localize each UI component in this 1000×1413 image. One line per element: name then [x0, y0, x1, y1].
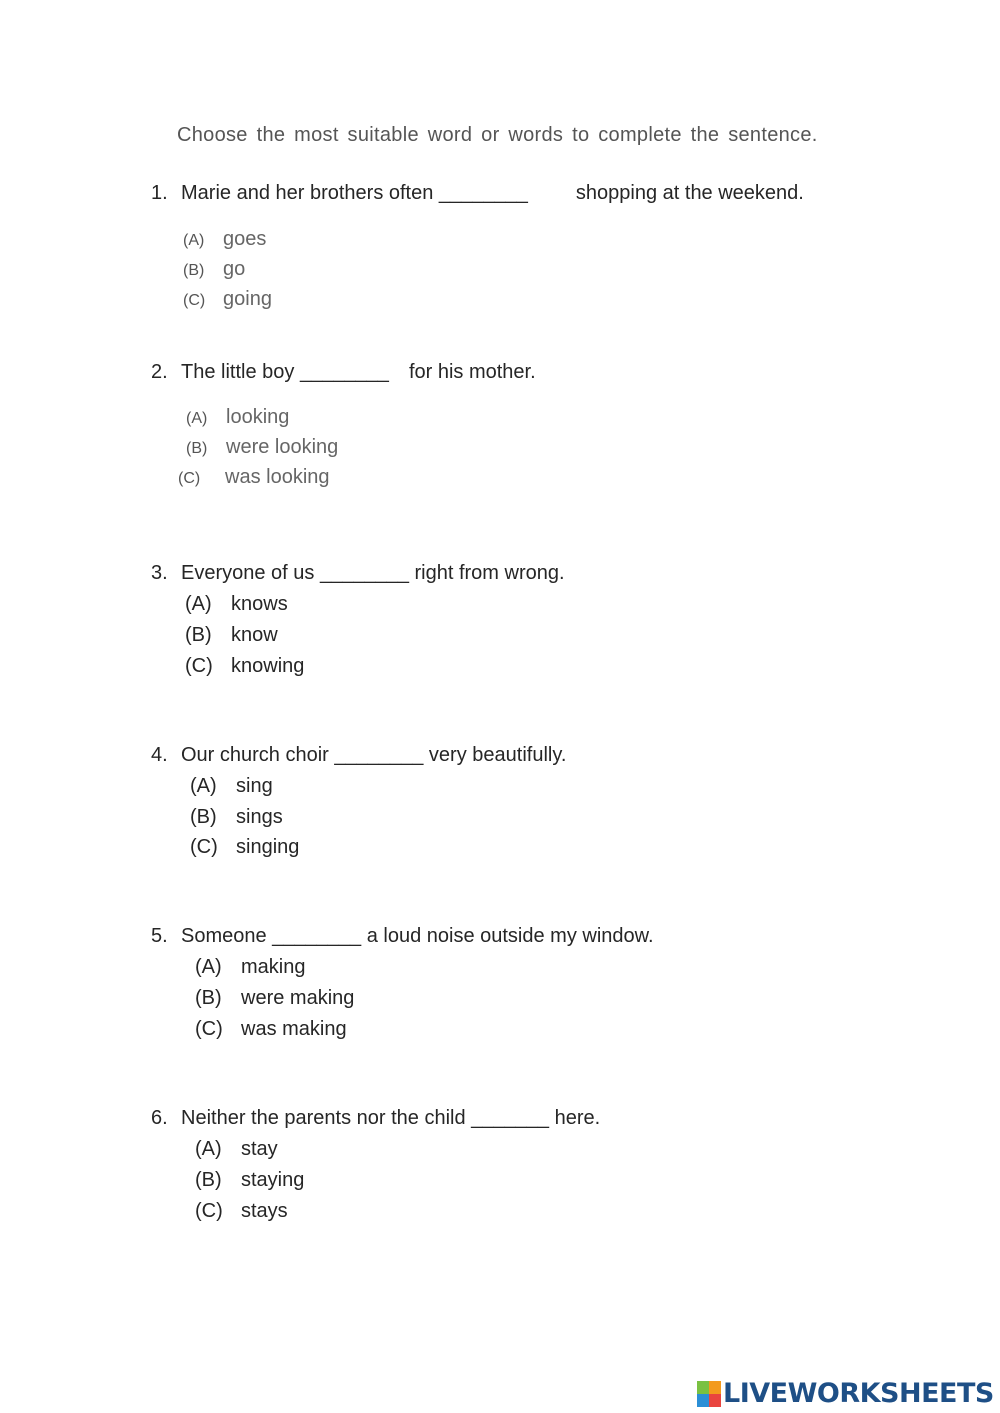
option-text: stays [241, 1200, 288, 1222]
option-text: were making [241, 987, 355, 1009]
option-text: were looking [226, 436, 339, 458]
option-3a[interactable] [185, 593, 288, 616]
option-letter: (B) [190, 806, 217, 828]
liveworksheets-logo [697, 1378, 994, 1409]
option-letter: (A) [186, 410, 208, 427]
option-text: knowing [231, 655, 305, 677]
option-letter: (B) [183, 262, 205, 279]
option-6a[interactable] [195, 1138, 278, 1161]
instruction-text: Choose the most suitable word or words to complete the sentence. [177, 124, 818, 146]
question-5 [151, 925, 654, 948]
option-letter: (B) [185, 624, 212, 646]
option-text: looking [226, 406, 290, 428]
option-4b[interactable] [190, 806, 283, 829]
question-1 [151, 182, 804, 205]
question-text: Neither the parents nor the child _______ here. [181, 1107, 601, 1129]
option-letter: (B) [186, 440, 208, 457]
option-6c[interactable] [195, 1200, 288, 1223]
option-letter: (C) [190, 836, 218, 858]
question-6 [151, 1107, 600, 1130]
question-number: 3. [151, 562, 168, 584]
option-4c[interactable] [190, 836, 299, 859]
option-text: was looking [225, 466, 330, 488]
option-1a[interactable] [183, 228, 266, 251]
option-3b[interactable] [185, 624, 278, 647]
logo-text: LIVEWORKSHEETS [723, 1378, 994, 1409]
option-3c[interactable] [185, 655, 304, 678]
option-letter: (C) [178, 470, 201, 487]
option-letter: (A) [183, 232, 205, 249]
option-letter: (A) [195, 956, 222, 978]
option-text: stay [241, 1138, 278, 1160]
option-4a[interactable] [190, 775, 273, 798]
option-text: was making [241, 1018, 347, 1040]
option-5b[interactable] [195, 987, 354, 1010]
option-text: staying [241, 1169, 305, 1191]
question-text: The little boy ________ [181, 361, 389, 383]
question-text: Our church choir ________ very beautifully. [181, 744, 567, 766]
question-text: Marie and her brothers often ________ [181, 182, 528, 204]
logo-icon [697, 1381, 721, 1407]
option-letter: (C) [195, 1018, 223, 1040]
question-number: 1. [151, 182, 168, 204]
option-text: go [223, 258, 246, 280]
option-text: singing [236, 836, 300, 858]
option-2a[interactable] [186, 406, 289, 429]
option-letter: (C) [183, 292, 206, 309]
option-1c[interactable] [183, 288, 272, 311]
option-text: sing [236, 775, 273, 797]
question-number: 6. [151, 1107, 168, 1129]
option-letter: (B) [195, 987, 222, 1009]
option-text: know [231, 624, 278, 646]
question-3 [151, 562, 565, 585]
option-text: sings [236, 806, 283, 828]
option-5a[interactable] [195, 956, 305, 979]
option-2c[interactable] [178, 466, 330, 489]
question-text-after: shopping at the weekend. [575, 182, 804, 204]
option-2b[interactable] [186, 436, 338, 459]
option-letter: (C) [195, 1200, 223, 1222]
option-text: knows [231, 593, 288, 615]
option-letter: (A) [185, 593, 212, 615]
option-letter: (A) [195, 1138, 222, 1160]
option-letter: (A) [190, 775, 217, 797]
question-number: 4. [151, 744, 168, 766]
question-number: 5. [151, 925, 168, 947]
option-letter: (C) [185, 655, 213, 677]
option-6b[interactable] [195, 1169, 304, 1192]
option-1b[interactable] [183, 258, 245, 281]
option-text: going [223, 288, 272, 310]
question-text: Someone ________ a loud noise outside my window. [181, 925, 654, 947]
option-5c[interactable] [195, 1018, 347, 1041]
question-number: 2. [151, 361, 168, 383]
question-text-after: for his mother. [408, 361, 536, 383]
question-text: Everyone of us ________ right from wrong. [181, 562, 565, 584]
question-4 [151, 744, 566, 767]
option-letter: (B) [195, 1169, 222, 1191]
option-text: goes [223, 228, 267, 250]
option-text: making [241, 956, 306, 978]
question-2 [151, 361, 536, 384]
